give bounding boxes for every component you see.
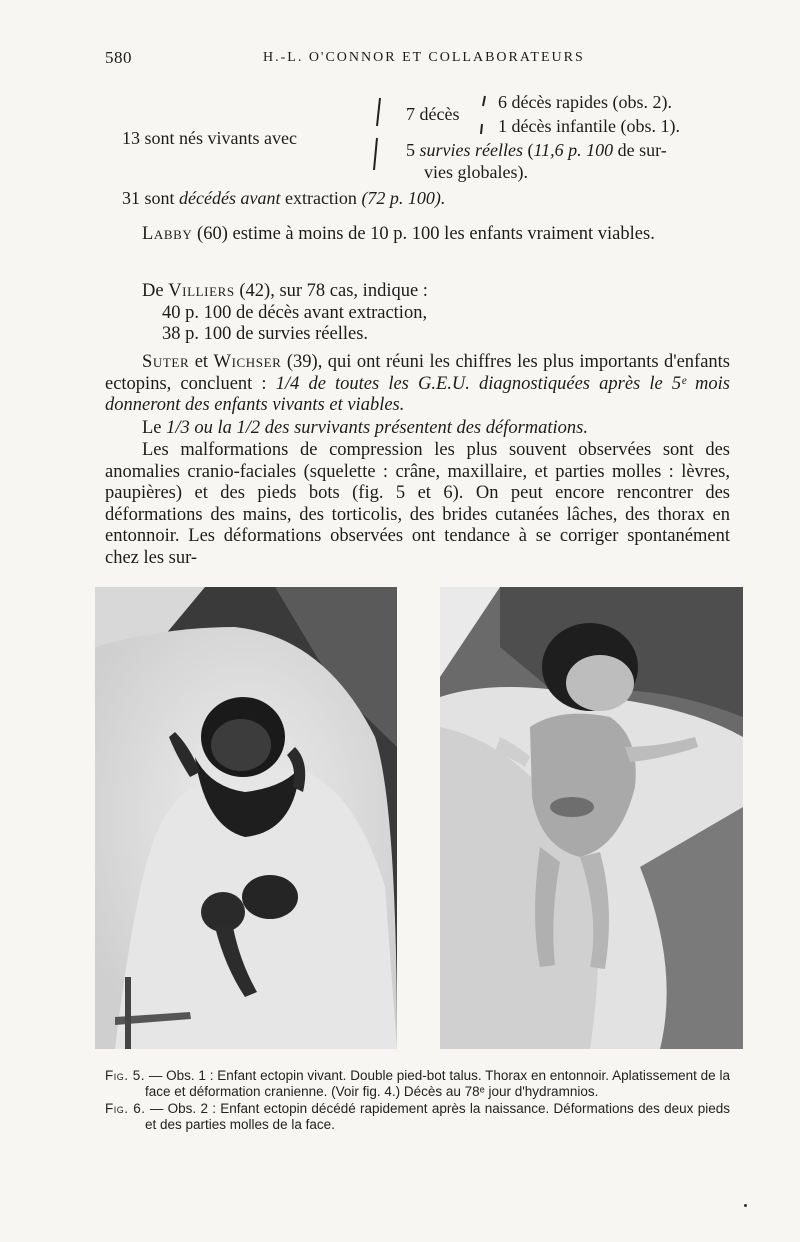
suter-paragraph: Suter et Wichser (39), qui ont réuni les chiffres les plus importants d'enfants ectopins, concluent : 1/4 de toutes les G.E.U. diagnostiquées après le 5ᵉ mois donneront des enfants vivants et viables. Le 1/3 ou la 1/2 des survivants présentent des déformations. Les malformations de compression les plus souvent observées sont des anomalies cranio-faciales (squelette : crâne, maxillaire, et parties molles : lèvres, paupières) et des pieds bots (fig. 5 et 6). On peut encore rencontrer des déformations des mains, des torticolis, des brides cutanées lâches, des thorax en entonnoir. Les déformations observées ont tendance à se corriger spontanément chez les sur- xyxy=(105,352,730,568)
figure-5-photo xyxy=(95,587,397,1049)
villiers-list xyxy=(142,303,730,346)
labby-paragraph: Labby (60) estime à moins de 10 p. 100 les enfants vraiment viables. xyxy=(142,224,655,244)
born-alive-line: 13 sont nés vivants avec xyxy=(122,128,297,148)
author-wichser: Wichser xyxy=(213,352,282,372)
author-suter: Suter xyxy=(142,352,190,372)
died-before-extraction-line: 31 sont décédés avant extraction (72 p. 100). xyxy=(122,188,446,208)
page-number: 580 xyxy=(105,48,132,67)
running-title: H.-L. O'CONNOR ET COLLABORATEURS xyxy=(263,50,585,65)
villiers-paragraph: De Villiers (42), sur 78 cas, indique : 40 p. 100 de décès avant extraction, 38 p. 100 de survies réelles. xyxy=(105,281,730,346)
outer-brace xyxy=(370,96,384,172)
malformations-paragraph: Les malformations de compression les plus souvent observées sont des anomalies cranio-faciales (squelette : crâne, maxillaire, et parties molles : lèvres, paupières) et des pieds bots (fig. 5 et 6). On peut encore rencontrer des déformations des mains, des torticolis, des brides cutanées lâches, des thorax en entonnoir. Les déformations observées ont tendance à se corriger spontanément chez les sur- xyxy=(105,440,730,568)
suter-conclusion: 1/4 de toutes les G.E.U. diagnostiquées après le 5ᵉ mois donneront des enfants vivants et viables. xyxy=(105,373,730,415)
figure-6-image xyxy=(440,587,743,1049)
figure-5-caption: Fig. 5. — Obs. 1 : Enfant ectopin vivant. Double pied-bot talus. Thorax en entonnoir. Aplatissement de la face et déformation cranienne. (Voir fig. 4.) Décès au 78ᵉ jour d'hydramnios. xyxy=(105,1068,730,1099)
figure-6-caption: Fig. 6. — Obs. 2 : Enfant ectopin décédé rapidement après la naissance. Déformations des deux pieds et des parties molles de la face. xyxy=(105,1101,730,1132)
statistics-block xyxy=(0,92,800,212)
list-item: 38 p. 100 de survies réelles. xyxy=(162,324,369,344)
inner-brace xyxy=(478,94,488,138)
author-labby: Labby xyxy=(142,224,193,244)
deaths-line: 7 décès xyxy=(406,104,460,124)
list-item: 40 p. 100 de décès avant extraction, xyxy=(162,302,428,323)
survivals-line: 5 survies réelles (11,6 p. 100 de sur- xyxy=(406,140,667,160)
survivals-line-2: vies globales). xyxy=(424,162,528,182)
survivors-deformation-line: Le 1/3 ou la 1/2 des survivants présentent des déformations. xyxy=(142,417,589,438)
infant-deaths-line: 1 décès infantile (obs. 1). xyxy=(498,116,680,136)
author-villiers: Villiers xyxy=(168,281,235,301)
rapid-deaths-line: 6 décès rapides (obs. 2). xyxy=(498,92,672,112)
figure-5-image xyxy=(95,587,397,1049)
figure-captions xyxy=(105,1068,730,1134)
figure-6-photo xyxy=(440,587,743,1049)
speck xyxy=(744,1204,747,1207)
